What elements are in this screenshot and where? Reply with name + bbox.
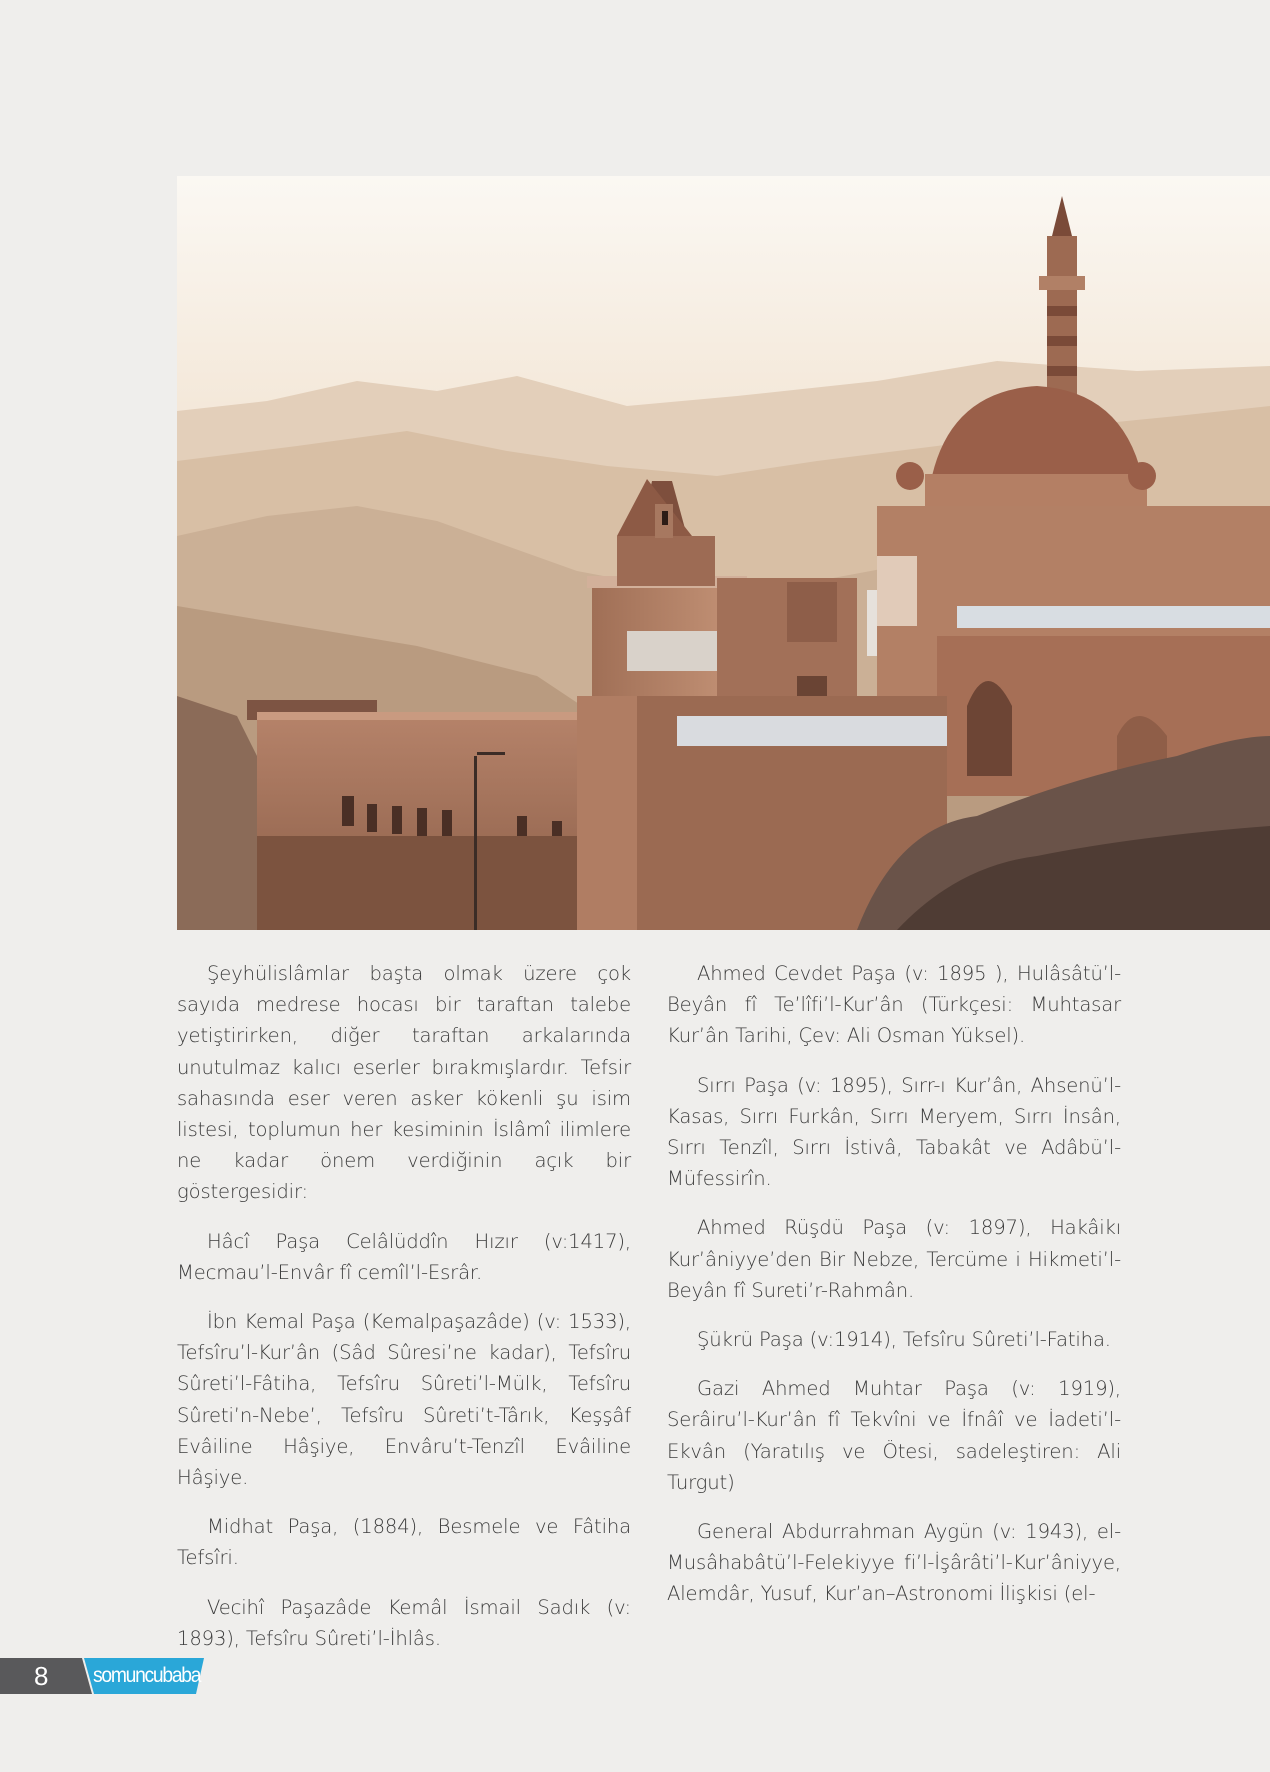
left-text-column <box>177 958 631 1672</box>
page-footer <box>0 1658 206 1694</box>
paragraph: Ahmed Rüşdü Paşa (v: 1897), Hakâikı Kur’âniyye’den Bir Nebze, Tercüme i Hikmeti’l-Beyân fî Sureti’r-Rahmân. <box>667 1216 1121 1302</box>
paragraph: Şükrü Paşa (v:1914), Tefsîru Sûreti’l-Fatiha. <box>697 1328 1111 1352</box>
paragraph: Şeyhülislâmlar başta olmak üzere çok sayıda medrese hocası bir taraftan talebe yetiştirirken, diğer taraftan arkalarında unutulmaz kalıcı eserler bırakmışlardır. Tefsir sahasında eser veren asker kökenli şu isim listesi, toplumun her kesiminin İslâmî ilimlere ne kadar önem verdiğinin açık bir göstergesidir: <box>177 962 631 1204</box>
paragraph: Midhat Paşa, (1884), Besmele ve Fâtiha Tefsîri. <box>177 1515 631 1570</box>
paragraph: Gazi Ahmed Muhtar Paşa (v: 1919), Serâiru’l-Kur’ân fî Tekvîni ve İfnâî ve İadeti’l-Ekvân (Yaratılış ve Ötesi, sadeleştiren: Ali Turgut) <box>667 1377 1121 1494</box>
paragraph: Sırrı Paşa (v: 1895), Sırr-ı Kur’ân, Ahsenü’l-Kasas, Sırrı Furkân, Sırrı Meryem, Sırrı İnsân, Sırrı Tenzîl, Sırrı İstivâ, Tabakât ve Adâbü’l-Müfessirîn. <box>667 1073 1121 1191</box>
paragraph: Hâcî Paşa Celâlüddîn Hızır (v:1417), Mecmau’l-Envâr fî cemîl’l-Esrâr. <box>177 1229 631 1284</box>
mosque-photo <box>177 176 1270 930</box>
paragraph: Ahmed Cevdet Paşa (v: 1895 ), Hulâsâtü’l-Beyân fî Te’lîfi’l-Kur’ân (Türkçesi: Muhtasar Kur’ân Tarihi, Çev: Ali Osman Yüksel). <box>667 962 1121 1048</box>
brand-logo-text: somuncubaba <box>93 1664 201 1687</box>
right-text-column <box>667 958 1121 1628</box>
paragraph: General Abdurrahman Aygün (v: 1943), el-Musâhabâtü’l-Felekiyye fi’l-İşârâti’l-Kur’âniyye, Alemdâr, Yusuf, Kur’an–Astronomi İlişkisi (el- <box>667 1520 1121 1606</box>
paragraph: Vecihî Paşazâde Kemâl İsmail Sadık (v: 1893), Tefsîru Sûreti’l-İhlâs. <box>177 1595 631 1650</box>
paragraph: İbn Kemal Paşa (Kemalpaşazâde) (v: 1533), Tefsîru’l-Kur’ân (Sâd Sûresi’ne kadar), Tefsîru Sûreti’l-Fâtiha, Tefsîru Sûreti’l-Mülk, Tefsîru Sûreti’n-Nebe’, Tefsîru Sûreti’t-Târık, Keşşâf Evâiline Hâşiye, Envâru’t-Tenzîl Evâiline Hâşiye. <box>177 1310 631 1490</box>
landscape-image <box>177 176 1270 930</box>
page-number: 8 <box>34 1661 49 1691</box>
